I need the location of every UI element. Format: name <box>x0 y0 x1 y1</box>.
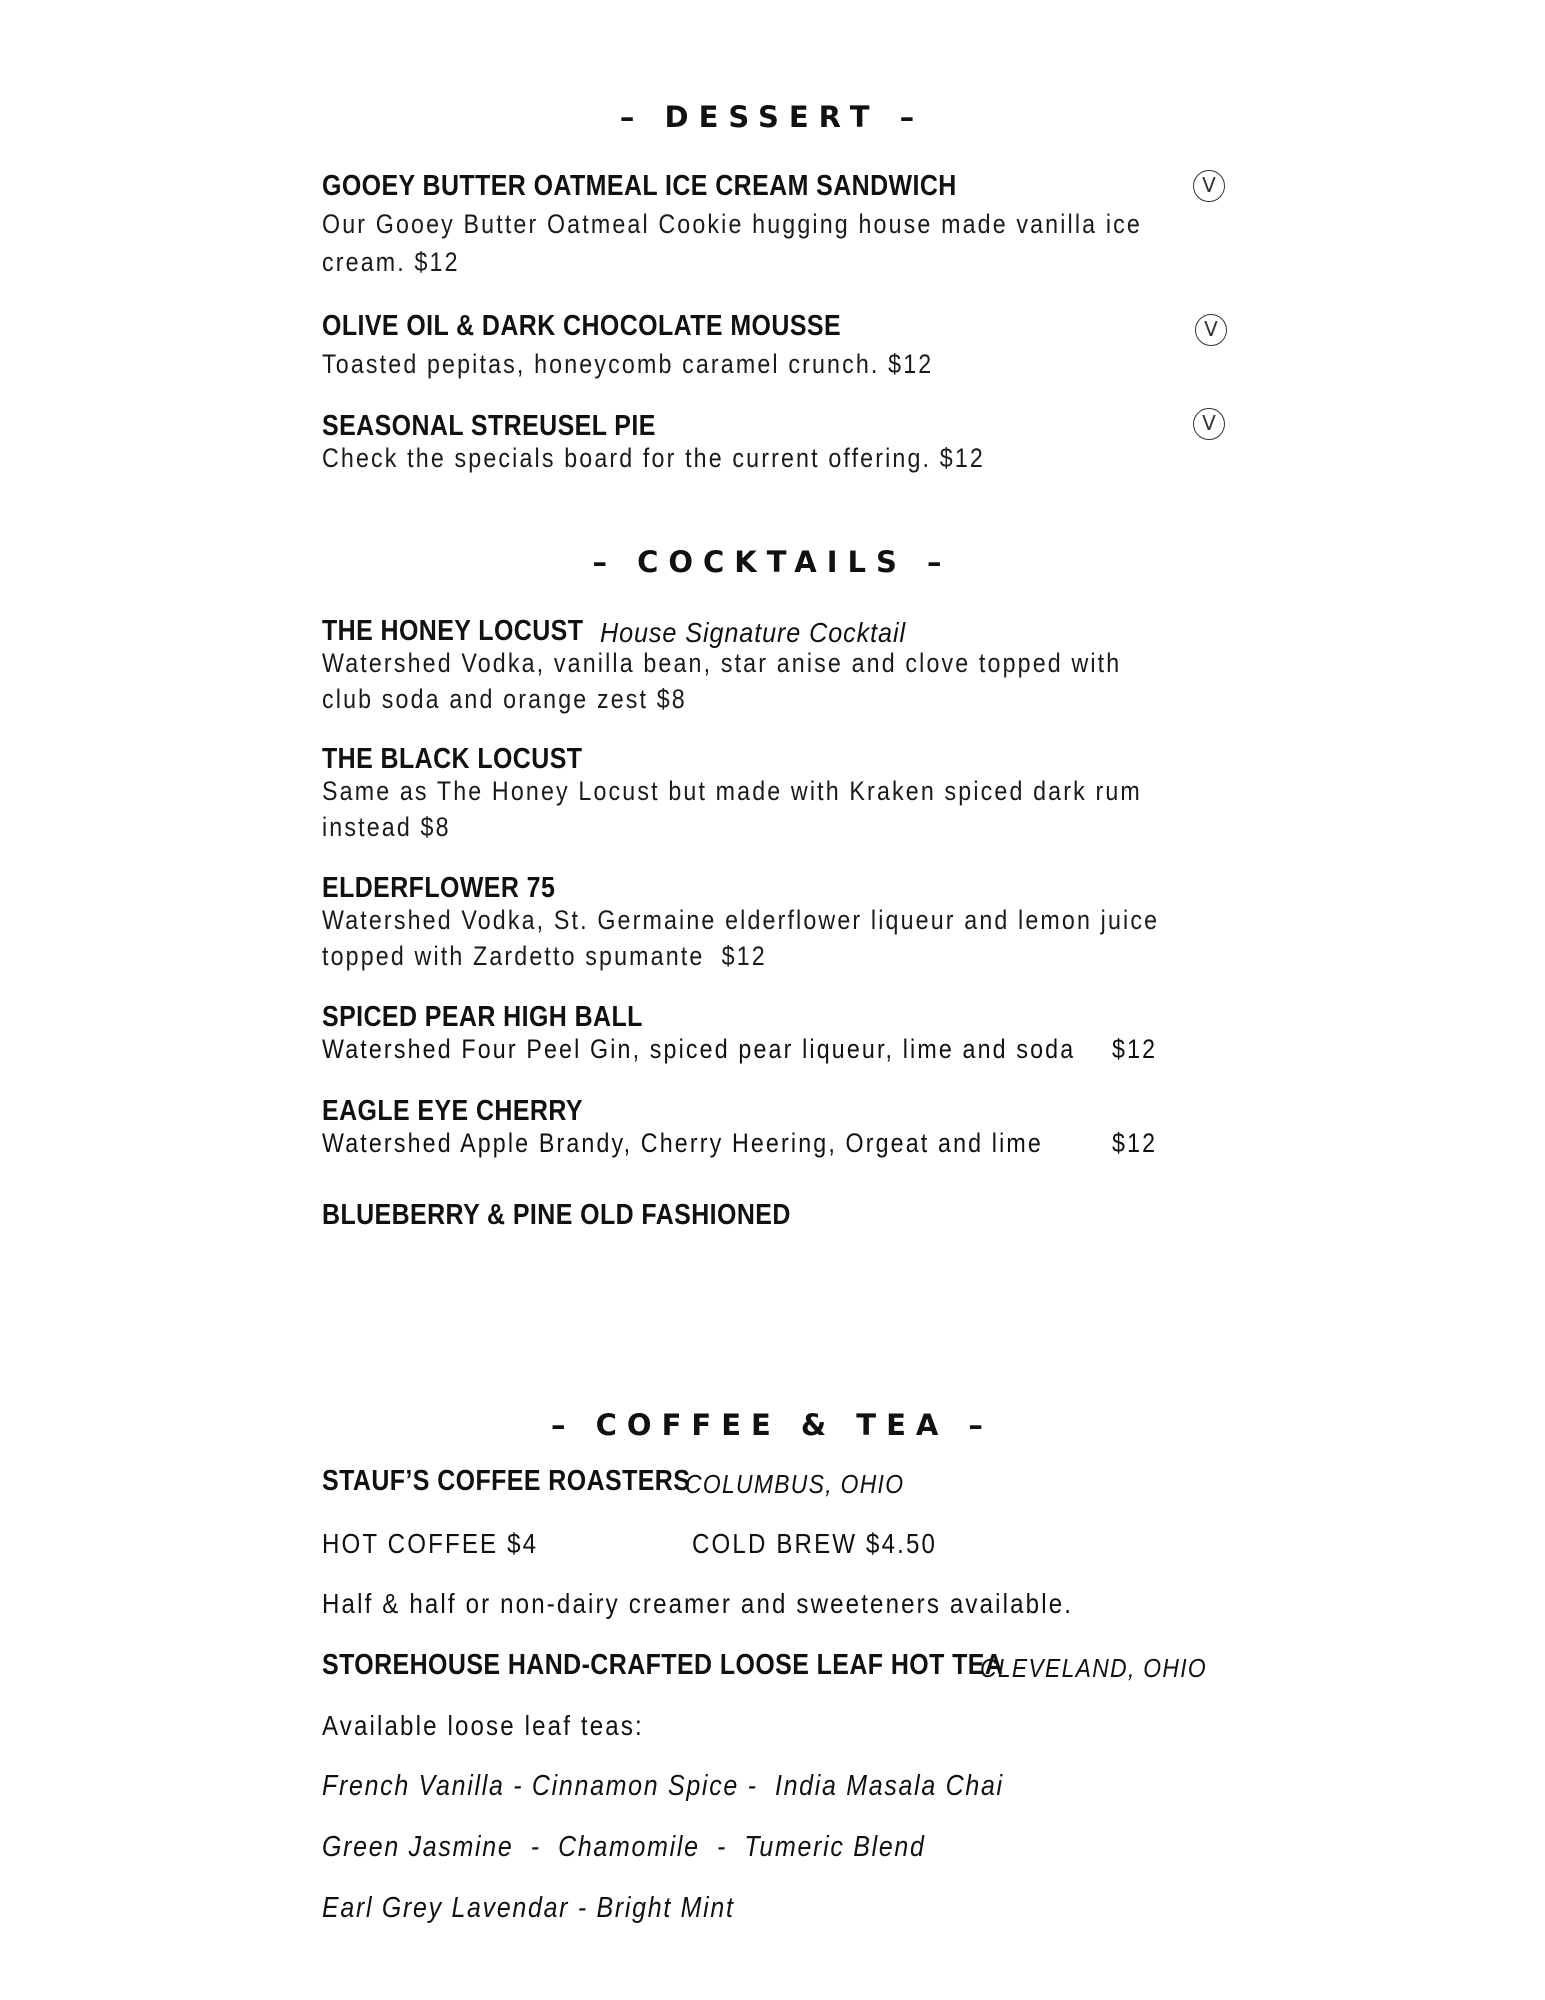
item-description: Watershed Vodka, vanilla bean, star anise and clove topped with club soda and orange zest $8 <box>322 648 1122 714</box>
menu-item <box>322 410 1222 477</box>
menu-item <box>322 310 1222 383</box>
tea-list-line <box>322 1831 1222 1864</box>
tea-list-line <box>322 1770 1222 1803</box>
menu-item <box>322 1001 1222 1072</box>
menu-item <box>322 743 1222 845</box>
vegan-icon: V <box>1193 170 1225 202</box>
creamer-note: Half & half or non-dairy creamer and sweeteners available. <box>322 1588 1074 1619</box>
cocktails-title: – COCKTAILS – <box>592 545 952 579</box>
vegan-icon: V <box>1193 408 1225 440</box>
menu-item <box>322 1095 1222 1166</box>
item-description: Watershed Four Peel Gin, spiced pear liqueur, lime and soda <box>322 1034 1076 1064</box>
coffee-tea-title: – COFFEE & TEA – <box>551 1408 993 1442</box>
item-name: OLIVE OIL & DARK CHOCOLATE MOUSSE <box>322 310 842 342</box>
coffee-tea-section <box>322 1408 1222 1442</box>
item-description: Same as The Honey Locust but made with Kraken spiced dark rum instead $8 <box>322 776 1142 842</box>
item-description: Toasted pepitas, honeycomb caramel crunch. $12 <box>322 349 934 379</box>
item-description: Check the specials board for the current offering. $12 <box>322 443 985 473</box>
tea-list-line-text: Green Jasmine - Chamomile - Tumeric Blend <box>322 1831 926 1863</box>
teas-intro: Available loose leaf teas: <box>322 1710 644 1741</box>
item-name: THE BLACK LOCUST <box>322 743 583 775</box>
item-price: $12 <box>1112 1034 1158 1064</box>
coffee-roaster-location: COLUMBUS, OHIO <box>685 1469 905 1499</box>
dessert-title: – DESSERT – <box>619 100 925 134</box>
item-name: EAGLE EYE CHERRY <box>322 1095 583 1127</box>
menu-item <box>322 615 1222 717</box>
item-description: Our Gooey Butter Oatmeal Cookie hugging house made vanilla ice cream. $12 <box>322 209 1142 277</box>
item-name: SEASONAL STREUSEL PIE <box>322 410 656 442</box>
tea-list-line-text: French Vanilla - Cinnamon Spice - India Masala Chai <box>322 1770 1004 1802</box>
cocktails-section <box>322 545 1222 579</box>
item-name: ELDERFLOWER 75 <box>322 872 556 904</box>
item-name: BLUEBERRY & PINE OLD FASHIONED <box>322 1199 791 1231</box>
vegan-icon: V <box>1195 314 1227 346</box>
tea-list-line-text: Earl Grey Lavendar - Bright Mint <box>322 1892 735 1924</box>
item-name: GOOEY BUTTER OATMEAL ICE CREAM SANDWICH <box>322 170 957 202</box>
hot-coffee-price: HOT COFFEE $4 <box>322 1528 539 1559</box>
item-price: $12 <box>1112 1128 1158 1158</box>
dessert-section <box>322 100 1222 134</box>
tea-provider <box>322 1649 1222 1682</box>
item-description: Watershed Vodka, St. Germaine elderflower liqueur and lemon juice topped with Zardetto spumante $12 <box>322 905 1168 971</box>
menu-item <box>322 872 1222 974</box>
creamer-note-row <box>322 1588 1222 1620</box>
menu-item <box>322 170 1222 281</box>
cold-brew-price: COLD BREW $4.50 <box>692 1528 938 1559</box>
tea-provider-location: CLEVELAND, OHIO <box>980 1653 1208 1683</box>
item-tagline: House Signature Cocktail <box>600 617 906 648</box>
item-name: SPICED PEAR HIGH BALL <box>322 1001 643 1033</box>
menu-item <box>322 1199 1222 1232</box>
coffee-roaster <box>322 1465 1222 1498</box>
tea-list-line <box>322 1892 1222 1925</box>
tea-provider-name: STOREHOUSE HAND-CRAFTED LOOSE LEAF HOT TEA <box>322 1649 1004 1681</box>
coffee-roaster-name: STAUF’S COFFEE ROASTERS <box>322 1465 691 1497</box>
teas-intro-row <box>322 1710 1222 1742</box>
item-name: THE HONEY LOCUST <box>322 615 584 647</box>
item-description: Watershed Apple Brandy, Cherry Heering, Orgeat and lime <box>322 1128 1043 1158</box>
